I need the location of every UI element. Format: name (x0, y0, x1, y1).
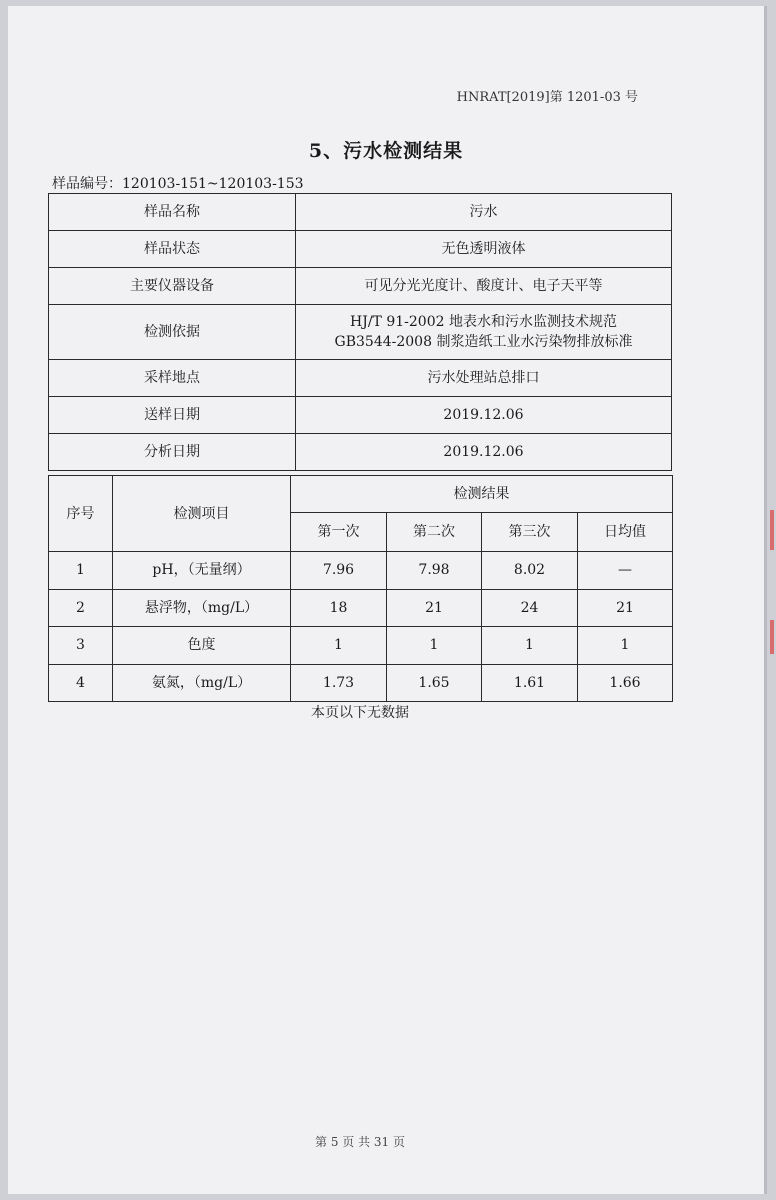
sample-state-value: 无色透明液体 (296, 231, 672, 268)
row-value-3: 1.61 (482, 664, 578, 702)
analysis-date-label: 分析日期 (49, 434, 296, 471)
basis-line-2: GB3544-2008 制浆造纸工业水污染物排放标准 (334, 334, 633, 350)
row-item: 色度 (113, 627, 291, 665)
section-title: 5、污水检测结果 (308, 140, 464, 162)
row-item: 氨氮，（mg/L） (113, 664, 291, 702)
row-value-3: 1 (482, 627, 578, 665)
col-header-item: 检测项目 (113, 476, 291, 552)
row-avg: — (578, 552, 673, 590)
basis-label: 检测依据 (49, 305, 296, 360)
sample-info-table (48, 193, 672, 471)
page-footer: 第 5 页 共 31 页 (315, 1135, 405, 1149)
row-item: 悬浮物，（mg/L） (113, 589, 291, 627)
col-header-result: 检测结果 (291, 476, 673, 513)
report-page (8, 6, 767, 1194)
table-row (49, 552, 673, 590)
row-no: 1 (49, 552, 113, 590)
row-item: pH，（无量纲） (113, 552, 291, 590)
sample-number: 样品编号：120103-151~120103-153 (52, 176, 304, 192)
sample-name-label: 样品名称 (49, 194, 296, 231)
table-row (49, 627, 673, 665)
row-value-2: 7.98 (387, 552, 482, 590)
basis-line-1: HJ/T 91-2002 地表水和污水监测技术规范 (350, 314, 617, 330)
table-row (49, 305, 672, 360)
edge-stamp-mark (770, 510, 774, 550)
row-no: 4 (49, 664, 113, 702)
row-value-2: 1.65 (387, 664, 482, 702)
edge-stamp-mark (770, 620, 774, 654)
col-header-no: 序号 (49, 476, 113, 552)
location-value: 污水处理站总排口 (296, 360, 672, 397)
row-value-1: 1 (291, 627, 387, 665)
equipment-label: 主要仪器设备 (49, 268, 296, 305)
row-avg: 1.66 (578, 664, 673, 702)
col-header-daily-avg: 日均值 (578, 513, 673, 552)
row-value-3: 8.02 (482, 552, 578, 590)
table-row (49, 268, 672, 305)
basis-value (296, 305, 672, 360)
row-avg: 1 (578, 627, 673, 665)
row-value-1: 1.73 (291, 664, 387, 702)
table-row (49, 434, 672, 471)
sample-name-value: 污水 (296, 194, 672, 231)
no-data-note: 本页以下无数据 (311, 705, 409, 721)
table-row (49, 194, 672, 231)
row-value-2: 1 (387, 627, 482, 665)
location-label: 采样地点 (49, 360, 296, 397)
row-avg: 21 (578, 589, 673, 627)
row-value-3: 24 (482, 589, 578, 627)
sample-state-label: 样品状态 (49, 231, 296, 268)
equipment-value: 可见分光光度计、酸度计、电子天平等 (296, 268, 672, 305)
col-header-first: 第一次 (291, 513, 387, 552)
analysis-date-value: 2019.12.06 (296, 434, 672, 471)
send-date-label: 送样日期 (49, 397, 296, 434)
results-table (48, 475, 673, 702)
table-row (49, 360, 672, 397)
row-value-2: 21 (387, 589, 482, 627)
table-header-row (49, 476, 673, 513)
table-row (49, 664, 673, 702)
row-no: 2 (49, 589, 113, 627)
table-row (49, 231, 672, 268)
row-no: 3 (49, 627, 113, 665)
send-date-value: 2019.12.06 (296, 397, 672, 434)
row-value-1: 18 (291, 589, 387, 627)
table-row (49, 397, 672, 434)
table-row (49, 589, 673, 627)
report-number: HNRAT[2019]第 1201-03 号 (456, 90, 638, 105)
col-header-second: 第二次 (387, 513, 482, 552)
col-header-third: 第三次 (482, 513, 578, 552)
row-value-1: 7.96 (291, 552, 387, 590)
